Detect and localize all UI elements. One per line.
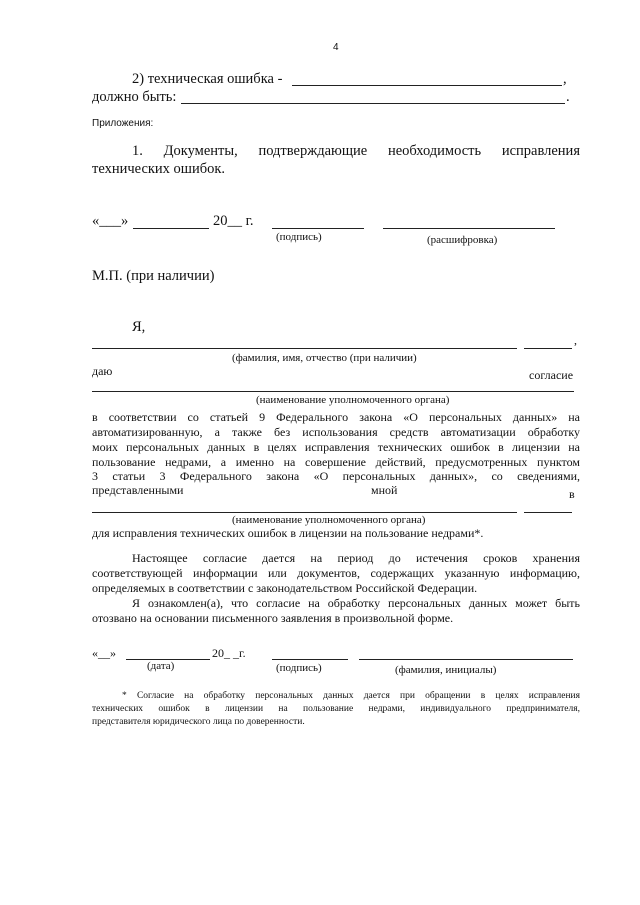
should-be-dot: . (566, 89, 570, 105)
page-number: 4 (333, 42, 339, 53)
consent-text-line-5: 3 статьи 3 Федерального закона «О персональных данных», со сведениями, (92, 469, 580, 483)
signature2-caption: (подпись) (276, 662, 322, 674)
should-be-label: должно быть: (92, 89, 177, 105)
footnote-line-3: представителя юридического лица по доверенности. (92, 717, 305, 727)
consent-text-line-2: автоматизированную, а также без использования средств автоматизации обработку (92, 425, 580, 439)
attachment-item-1-line2: технических ошибок. (92, 161, 226, 177)
signature-caption: (подпись) (276, 231, 322, 243)
decode-line (383, 228, 555, 229)
consent-text-line-3: моих персональных данных в целях исправления технических ошибок в лицензии на (92, 440, 580, 454)
consent-text-line-4: пользование недрами, а именно на совершение действий, предусмотренных пунктом (92, 455, 580, 469)
revoke-line-1: Я ознакомлен(а), что согласие на обработку персональных данных может быть (132, 596, 580, 610)
technical-error-label: 2) техническая ошибка - (132, 71, 283, 87)
dayu-word: даю (92, 364, 113, 378)
period-line-2: соответствующей информации или документов, содержащих указанную информацию, (92, 566, 580, 580)
fio-caption: (фамилия, имя, отчество (при наличии) (232, 352, 417, 364)
consent-text-line-1: в соответствии со статьей 9 Федерального закона «О персональных данных» на (92, 410, 580, 424)
fio-line (92, 348, 517, 349)
name2-caption: (фамилия, инициалы) (395, 664, 497, 676)
v-word: в (569, 487, 575, 501)
date2-caption: (дата) (147, 660, 175, 672)
revoke-line-2: отозвано на основании письменного заявления в произвольной форме. (92, 611, 454, 625)
organ-caption-1: (наименование уполномоченного органа) (256, 394, 450, 406)
signature-line (272, 228, 364, 229)
consent-ya: Я, (132, 319, 146, 335)
date2-day-field: «__» (92, 646, 116, 660)
decode-caption: (расшифровка) (427, 234, 498, 246)
footnote-line-2: технических ошибок в лицензии на пользование недрами, индивидуального предпринимателя, (92, 704, 580, 714)
purpose-line: для исправления технических ошибок в лицензии на пользование недрами*. (92, 526, 484, 540)
signature2-line (272, 659, 348, 660)
period-line-3: определяемых в соответствии с законодательством Российской Федерации. (92, 581, 478, 595)
date2-year-field: 20_ _г. (212, 646, 246, 660)
name2-line (359, 659, 573, 660)
organ-line-2 (92, 512, 517, 513)
soglasie-word: согласие (529, 368, 574, 382)
period-line-1: Настоящее согласие дается на период до истечения сроков хранения (132, 551, 580, 565)
attachment-item-1-line1: 1. Документы, подтверждающие необходимость исправления (132, 143, 580, 159)
organ-line-1 (92, 391, 574, 392)
organ-line-2-tail (524, 512, 572, 513)
fio-comma: , (574, 333, 577, 347)
mnoy-word: мной (371, 483, 398, 497)
organ-caption-2: (наименование уполномоченного органа) (232, 514, 426, 526)
technical-error-line (292, 85, 562, 86)
footnote-line-1: * Согласие на обработку персональных данных дается при обращении в целях исправления (122, 691, 580, 701)
date-year-field: 20__ г. (213, 213, 254, 229)
date-day-field: «___» (92, 213, 129, 229)
should-be-line (181, 103, 565, 104)
stamp-note: М.П. (при наличии) (92, 268, 215, 284)
technical-error-comma: , (563, 71, 567, 87)
fio-line-tail (524, 348, 572, 349)
attachments-heading: Приложения: (92, 118, 154, 129)
date-month-line (133, 228, 209, 229)
represented-word: представленными (92, 483, 184, 497)
